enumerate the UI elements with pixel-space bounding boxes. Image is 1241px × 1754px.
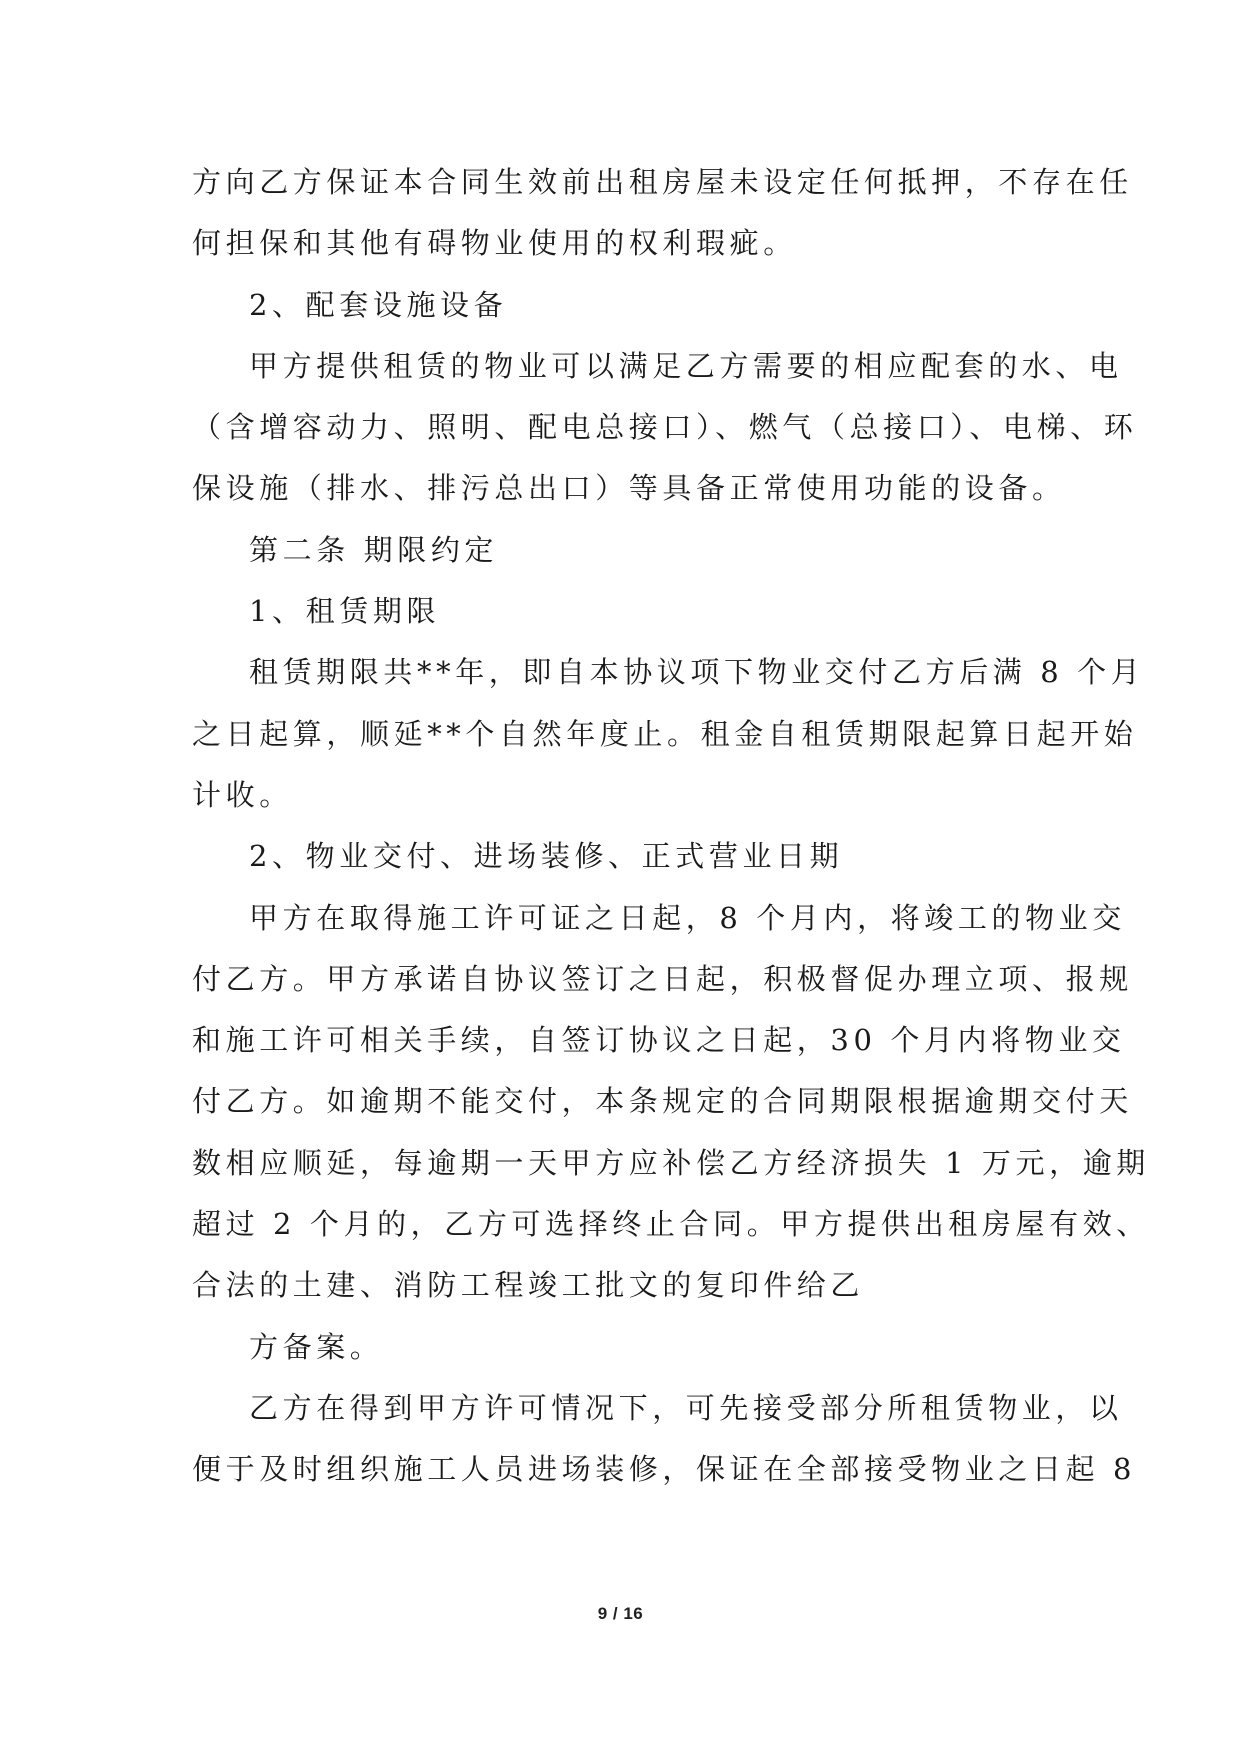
text-line: 租赁期限共**年，即自本协议项下物业交付乙方后满 8 个月 <box>249 655 1145 690</box>
page-number: 9 / 16 <box>597 1604 644 1623</box>
text-line: 之日起算，顺延**个自然年度止。租金自租赁期限起算日起开始 <box>192 716 1138 751</box>
section-heading: 2、配套设施设备 <box>249 287 508 322</box>
document-body <box>192 152 1150 1501</box>
text-line: 付乙方。甲方承诺自协议签订之日起，积极督促办理立项、报规 <box>192 961 1133 996</box>
text-line: 合法的土建、消防工程竣工批文的复印件给乙 <box>192 1268 865 1303</box>
section-heading: 2、物业交付、进场装修、正式营业日期 <box>249 839 844 874</box>
text-line: 乙方在得到甲方许可情况下，可先接受部分所租赁物业，以 <box>249 1390 1123 1425</box>
text-line: 超过 2 个月的，乙方可选择终止合同。甲方提供出租房屋有效、 <box>192 1207 1150 1242</box>
text-line: 和施工许可相关手续，自签订协议之日起，30 个月内将物业交 <box>192 1023 1126 1058</box>
text-line: 甲方在取得施工许可证之日起，8 个月内，将竣工的物业交 <box>249 900 1126 935</box>
text-line: 方备案。 <box>249 1329 384 1364</box>
text-line: 何担保和其他有碍物业使用的权利瑕疵。 <box>192 226 797 261</box>
text-line: 便于及时组织施工人员进场装修，保证在全部接受物业之日起 8 <box>192 1452 1137 1487</box>
text-line: 甲方提供租赁的物业可以满足乙方需要的相应配套的水、电 <box>249 348 1123 383</box>
text-line: 方向乙方保证本合同生效前出租房屋未设定任何抵押，不存在任 <box>192 165 1133 199</box>
text-line: 付乙方。如逾期不能交付，本条规定的合同期限根据逾期交付天 <box>192 1084 1133 1119</box>
text-line: （含增容动力、照明、配电总接口）、燃气（总接口）、电梯、环 <box>192 410 1138 445</box>
article-heading: 第二条 期限约定 <box>249 532 499 567</box>
text-line: 保设施（排水、排污总出口）等具备正常使用功能的设备。 <box>192 471 1066 506</box>
section-heading: 1、租赁期限 <box>249 594 441 629</box>
text-line: 数相应顺延，每逾期一天甲方应补偿乙方经济损失 1 万元，逾期 <box>192 1145 1150 1180</box>
text-line: 计收。 <box>192 777 293 812</box>
